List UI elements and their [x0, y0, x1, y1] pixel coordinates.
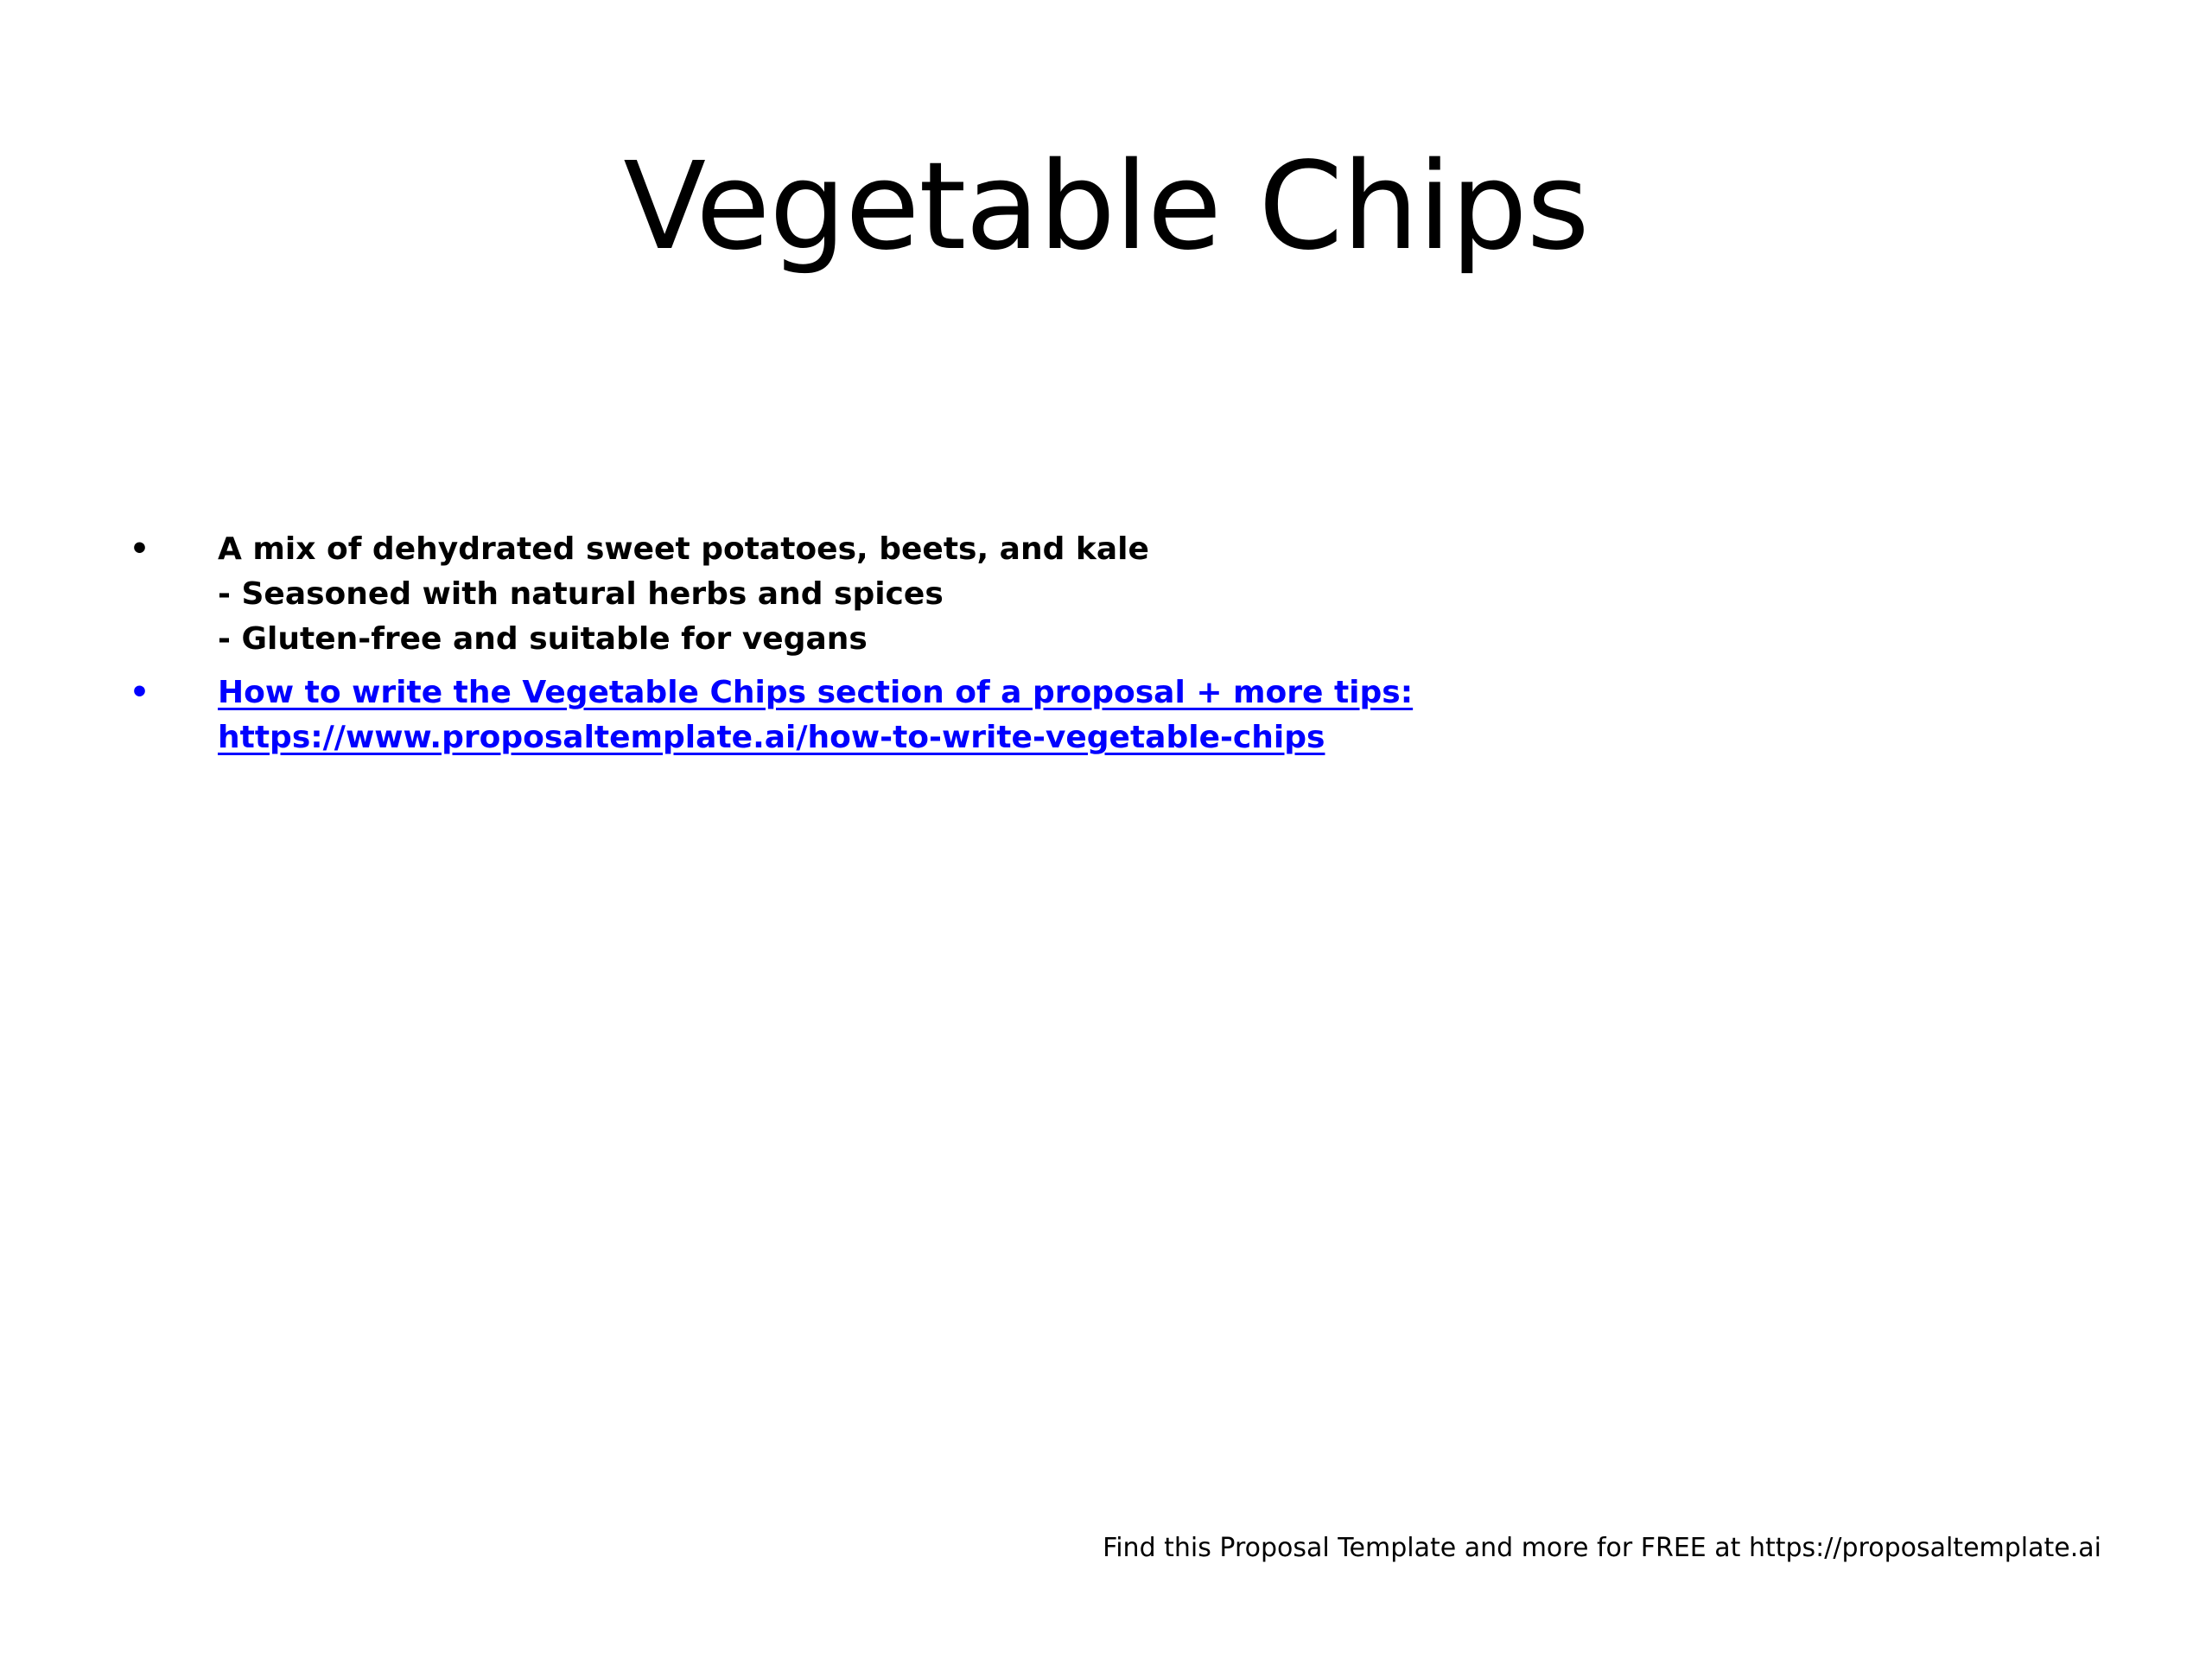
description-line-seasoned: - Seasoned with natural herbs and spices [218, 576, 944, 612]
bullet-item-description [130, 527, 2074, 662]
description-line-gluten-free: - Gluten-free and suitable for vegans [218, 621, 868, 657]
bullet-dot-icon: • [130, 675, 150, 710]
footer-note: Find this Proposal Template and more for FREE at https://proposaltemplate.ai [1103, 1533, 2101, 1563]
how-to-write-link[interactable]: How to write the Vegetable Chips section of a proposal + more tips: https://www.proposaltemplate.ai/how-to-write-vegetable-chips [218, 675, 1414, 755]
slide-title: Vegetable Chips [623, 137, 1589, 277]
bullet-dot-icon: • [130, 531, 150, 567]
bullet-item-link [130, 671, 2074, 760]
bullet-list [130, 527, 2074, 760]
description-line-mix: A mix of dehydrated sweet potatoes, beets, and kale [218, 531, 1149, 567]
